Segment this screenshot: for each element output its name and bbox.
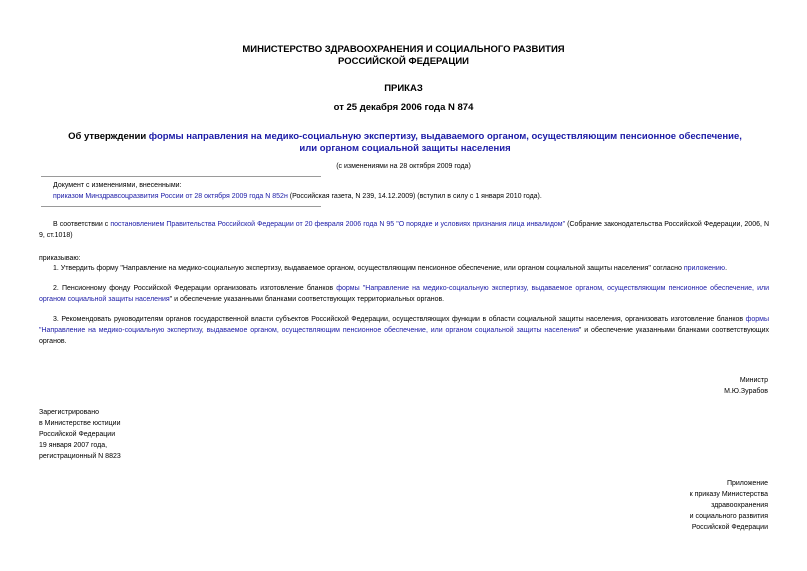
document-type: ПРИКАЗ bbox=[384, 83, 423, 94]
amendments-block bbox=[53, 180, 773, 202]
amendments-line bbox=[53, 191, 773, 202]
amendments-intro: Документ с изменениями, внесенными: bbox=[53, 182, 182, 189]
divider-bottom bbox=[41, 206, 321, 207]
preamble-paragraph bbox=[39, 219, 769, 241]
registration-line-2: в Министерстве юстиции bbox=[39, 420, 121, 427]
item-2-form-link[interactable]: формы "Направление на медико-социальную экспертизу, выдаваемое органом, осуществляющим пенсионное обеспечение, или органом социальной защиты населения bbox=[39, 285, 769, 303]
appendix-line-1: Приложение bbox=[726, 480, 768, 487]
signature-block bbox=[724, 375, 768, 397]
preamble-rest: (Собрание законодательства Российской Федерации, 2006, N 9, ст.1018) bbox=[39, 221, 769, 239]
order-item-3 bbox=[39, 314, 769, 347]
ministry-line-2: РОССИЙСКОЙ ФЕДЕРАЦИИ bbox=[337, 56, 469, 67]
item-3-end: " и обеспечение указанными бланками соответствующих органов. bbox=[39, 327, 769, 345]
item-1-text: 1. Утвердить форму "Направление на медико-социальную экспертизу, выдаваемое органом, осуществляющим пенсионное обеспечение, или органом социальной защиты населения" согласно bbox=[53, 265, 684, 272]
registration-line-4: 19 января 2007 года, bbox=[39, 442, 108, 449]
amendment-details: (Российская газета, N 239, 14.12.2009) (вступил в силу с 1 января 2010 года). bbox=[287, 193, 542, 200]
signature-name: М.Ю.Зурабов bbox=[724, 388, 768, 395]
appendix-line-3: здравоохранения bbox=[711, 502, 768, 509]
document-headline bbox=[60, 131, 750, 155]
divider-top bbox=[41, 176, 321, 177]
document-date-number: от 25 декабря 2006 года N 874 bbox=[333, 102, 474, 113]
preamble-prefix: В соответствии с bbox=[53, 221, 111, 228]
orders-word: приказываю: bbox=[39, 255, 81, 262]
item-1-end: . bbox=[725, 265, 728, 272]
order-item-2 bbox=[39, 283, 769, 305]
ministry-heading bbox=[0, 44, 807, 68]
order-item-1 bbox=[39, 263, 769, 274]
government-decree-link[interactable]: постановлением Правительства Российской Федерации от 20 февраля 2006 года N 95 "О порядке и условиях признания лица инвалидом" bbox=[110, 221, 566, 228]
item-2-end: " и обеспечение указанными бланками соответствующих территориальных органов. bbox=[169, 296, 445, 303]
headline-prefix: Об утверждении bbox=[68, 131, 149, 142]
ministry-line-1: МИНИСТЕРСТВО ЗДРАВООХРАНЕНИЯ И СОЦИАЛЬНОГО РАЗВИТИЯ bbox=[242, 44, 565, 55]
registration-line-3: Российской Федерации bbox=[39, 431, 116, 438]
registration-line-5: регистрационный N 8823 bbox=[39, 453, 121, 460]
appendix-link[interactable]: приложению bbox=[683, 265, 726, 272]
headline-form-link[interactable]: формы направления на медико-социальную экспертизу, выдаваемого органом, осуществляющим пенсионное обеспечение, или органом социальной защиты населения bbox=[148, 131, 742, 154]
registration-line-1: Зарегистрировано bbox=[39, 409, 99, 416]
item-2-text: 2. Пенсионному фонду Российской Федерации организовать изготовление бланков bbox=[53, 285, 337, 292]
changes-note: (с изменениями на 28 октября 2009 года) bbox=[336, 163, 471, 170]
appendix-line-2: к приказу Министерства bbox=[689, 491, 768, 498]
amendment-order-link[interactable]: приказом Минздравсоцразвития России от 28 октября 2009 года N 852н bbox=[53, 193, 288, 200]
appendix-line-5: Российской Федерации bbox=[691, 524, 768, 531]
registration-block bbox=[39, 407, 121, 462]
item-3-text: 3. Рекомендовать руководителям органов государственной власти субъектов Российской Федерации, осуществляющих функции в области социальной защиты населения, организовать изготовление бланков bbox=[53, 316, 746, 323]
signature-title: Министр bbox=[739, 377, 768, 384]
appendix-block bbox=[690, 478, 768, 533]
appendix-line-4: и социального развития bbox=[689, 513, 768, 520]
item-3-form-link[interactable]: формы "Направление на медико-социальную экспертизу, выдаваемое органом, осуществляющим пенсионное обеспечение, или органом социальной защиты населения bbox=[39, 316, 769, 334]
